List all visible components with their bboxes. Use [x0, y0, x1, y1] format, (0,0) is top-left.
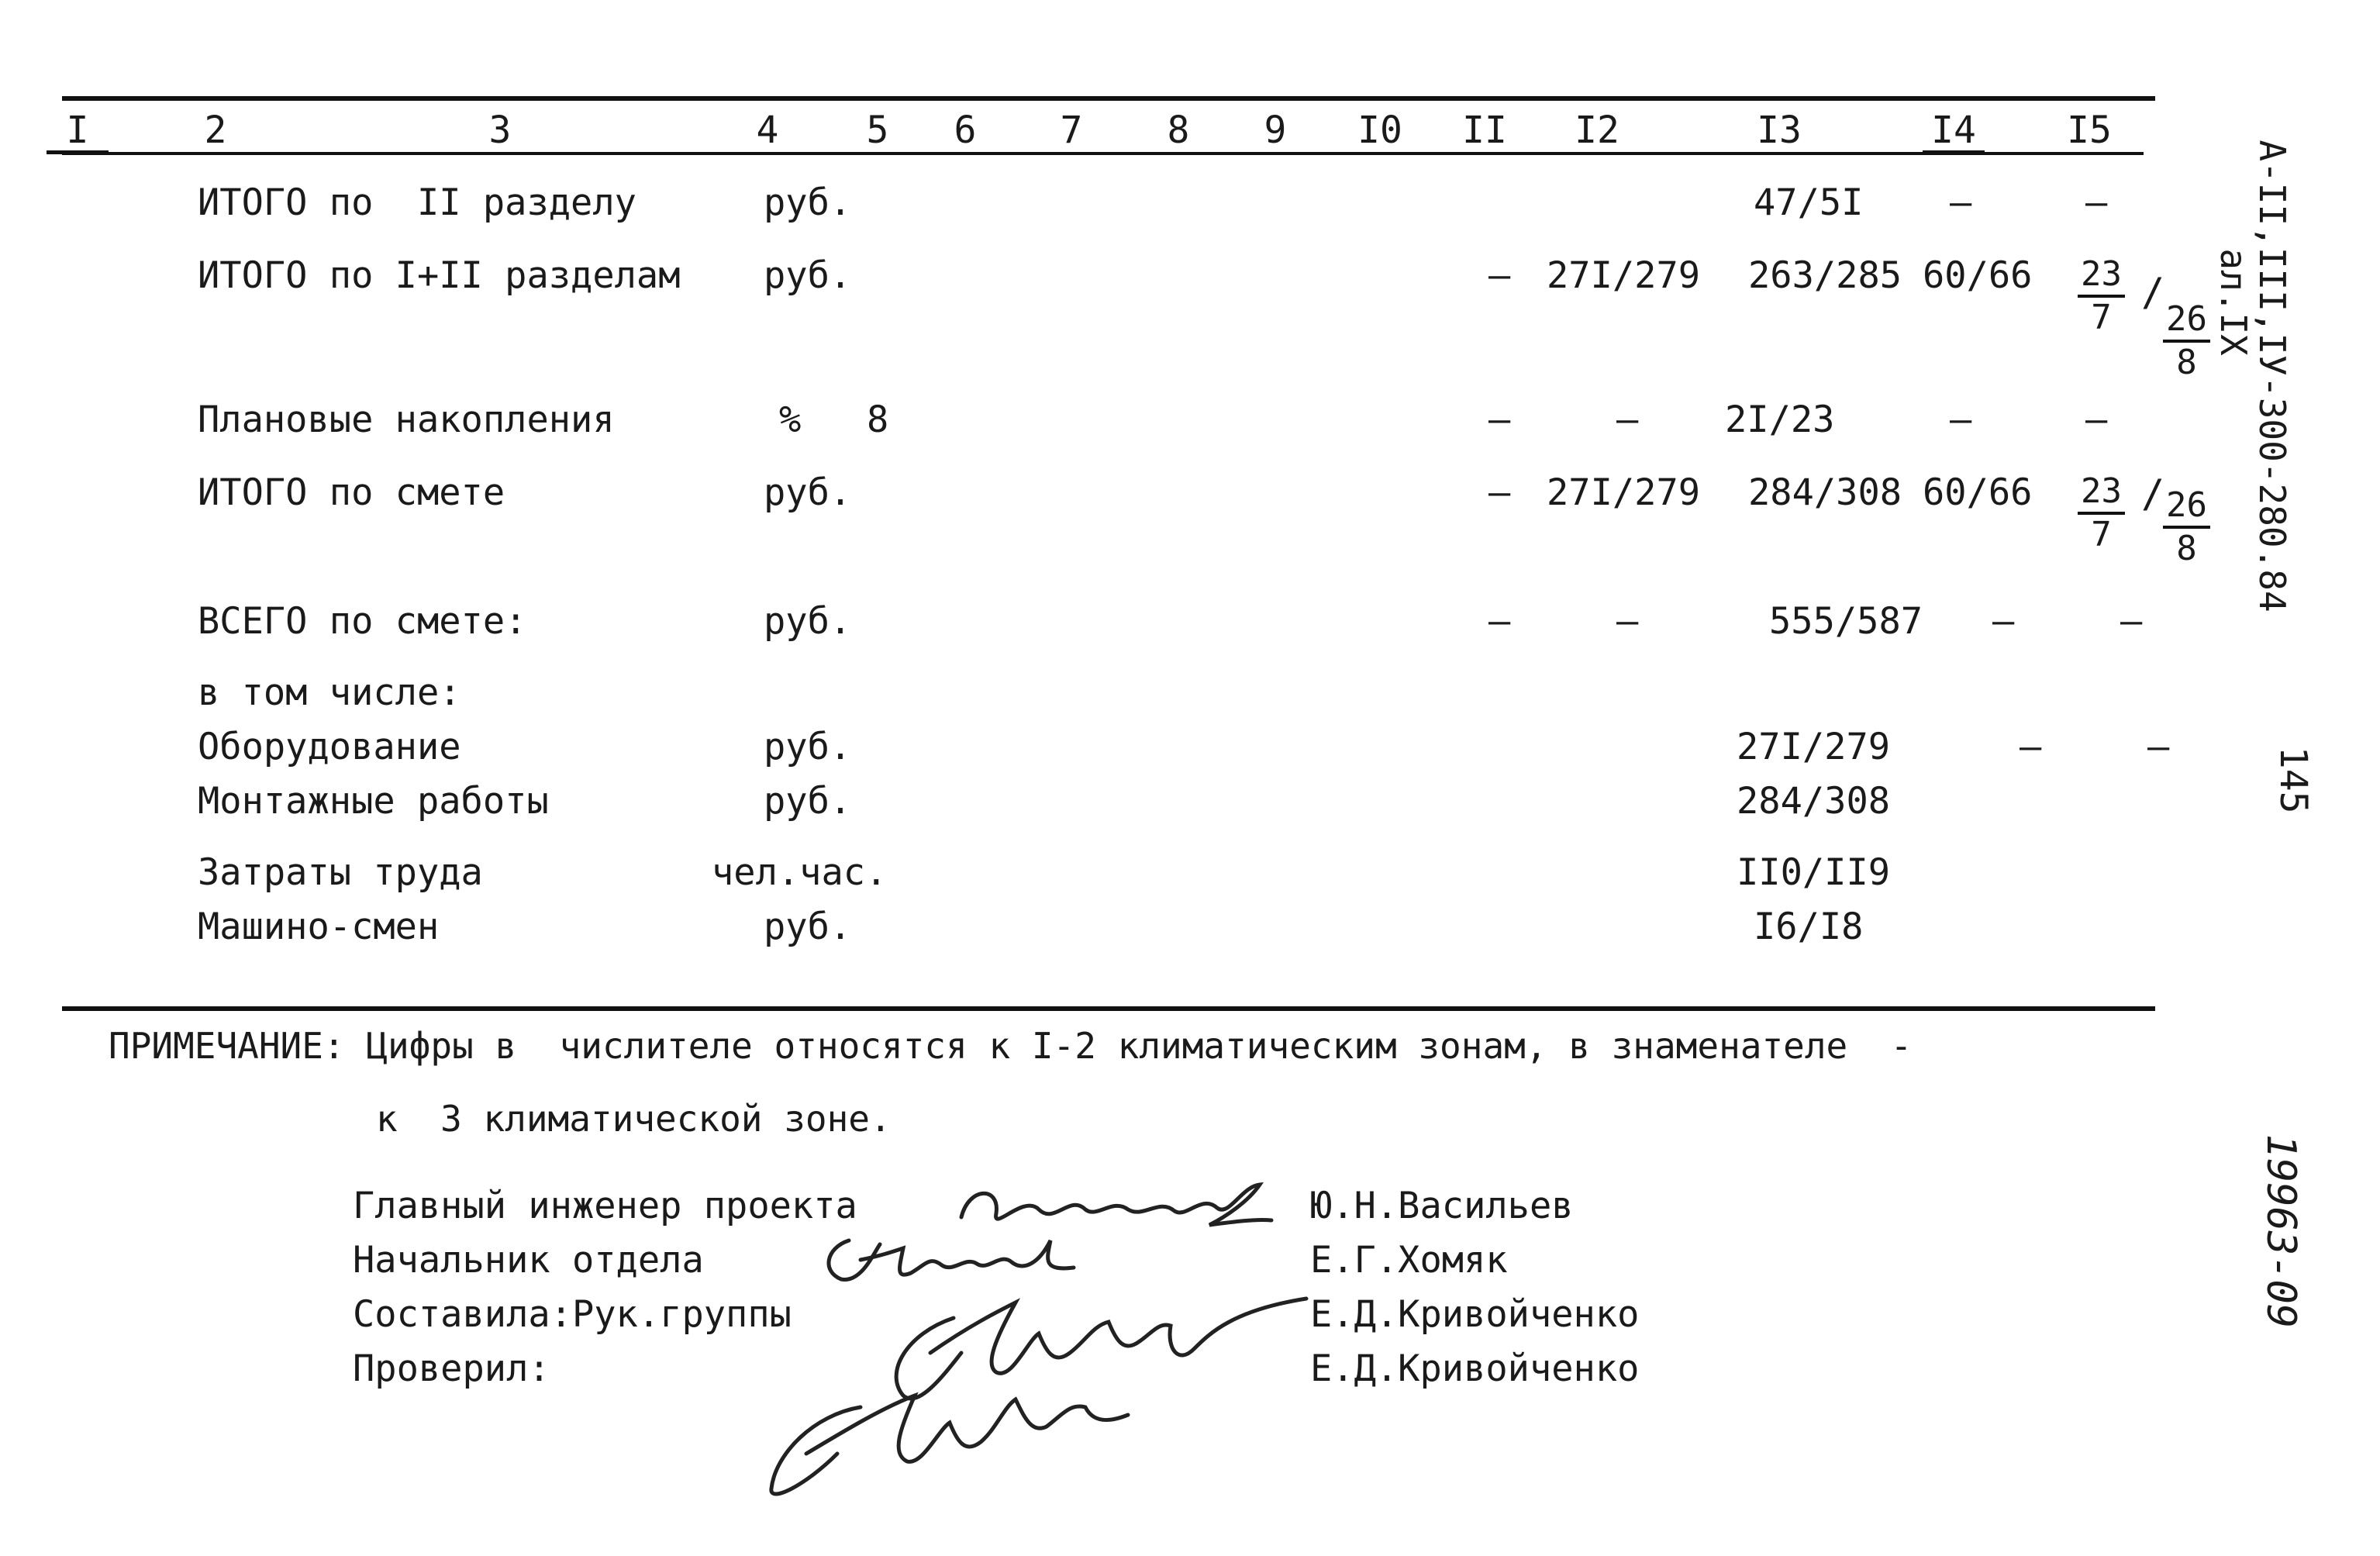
inventory-number-vertical: [2258, 1085, 2341, 1329]
row-label: ИТОГО по I+II разделам: [198, 254, 681, 297]
col-header-6: 6: [954, 109, 977, 152]
cell-col12: 27I/279: [1547, 254, 1701, 297]
cell-col14: 60/66: [1923, 254, 2033, 297]
signatory-role: Начальник отдела: [353, 1239, 704, 1282]
handwritten-signature-checker: [760, 1361, 1132, 1508]
cell-col11: –: [1488, 398, 1511, 441]
row-unit: руб.: [764, 254, 852, 297]
cell-col13: 284/308: [1737, 780, 1891, 823]
cell-col12: 27I/279: [1547, 471, 1701, 514]
cell-col15: –: [2085, 398, 2108, 441]
cell-col14: 60/66: [1923, 471, 2033, 514]
inventory-number: 19963-09: [2258, 1133, 2304, 1329]
row-unit: руб.: [764, 600, 852, 643]
cell-col14: –: [1992, 600, 2015, 643]
cell-col14: –: [1950, 181, 1972, 224]
fraction-denominator: 8: [2176, 343, 2197, 382]
fraction-separator: /: [2141, 471, 2165, 516]
col-header-13: I3: [1757, 109, 1802, 152]
signatory-role: Главный инженер проекта: [353, 1185, 857, 1227]
signatory-role: Составила:Рук.группы: [353, 1293, 792, 1336]
col-header-8: 8: [1167, 109, 1190, 152]
row-label: Плановые накопления: [198, 398, 615, 441]
col-header-5: 5: [866, 109, 889, 152]
row-unit: %: [779, 398, 802, 441]
row-unit: руб.: [764, 181, 852, 224]
cell-col11: –: [1488, 471, 1511, 514]
col-header-11: II: [1462, 109, 1507, 152]
fraction-numerator: 26: [2163, 302, 2210, 343]
table-bottom-rule: [62, 1006, 2155, 1011]
cell-col13: 27I/279: [1737, 726, 1891, 768]
col-header-2: 2: [204, 109, 227, 152]
row-label: Затраты труда: [198, 851, 483, 894]
row-unit: руб.: [764, 471, 852, 514]
col-header-12: I2: [1575, 109, 1619, 152]
col-header-3: 3: [488, 109, 512, 152]
fraction-separator: /: [2141, 270, 2165, 315]
row-label: ИТОГО по смете: [198, 471, 505, 514]
cell-col11: –: [1488, 254, 1511, 297]
header-bottom-rule: [62, 152, 2144, 155]
row-unit: руб.: [764, 726, 852, 768]
cell-col14: –: [2020, 726, 2042, 768]
cell-col15-fraction-b: [2163, 485, 2210, 568]
row-unit: чел.час.: [712, 851, 888, 894]
cell-col13: 47/5I: [1754, 181, 1864, 224]
row-label: ВСЕГО по смете:: [198, 600, 527, 643]
page-number-vertical: [2271, 702, 2349, 814]
cell-col12: –: [1616, 600, 1639, 643]
col-header-15: I5: [2067, 109, 2112, 152]
col-header-7: 7: [1060, 109, 1083, 152]
signatory-name: Ю.Н.Васильев: [1310, 1185, 1574, 1227]
signatory-name: Е.Д.Кривойченко: [1310, 1293, 1640, 1336]
fraction-denominator: 8: [2176, 529, 2197, 568]
cell-col13: I6/I8: [1754, 906, 1864, 948]
col-header-14: I4: [1923, 112, 1985, 154]
cell-col15-fraction-b: [2163, 299, 2210, 382]
fraction-denominator: 7: [2091, 298, 2112, 337]
note-line-1: ПРИМЕЧАНИЕ: Цифры в числителе относятся к I-2 климатическим зонам, в знаменателе -: [109, 1025, 1913, 1067]
row-label: ИТОГО по II разделу: [198, 181, 636, 224]
row-label: Оборудование: [198, 726, 461, 768]
cell-col13: II0/II9: [1737, 851, 1891, 894]
col-header-9: 9: [1264, 109, 1287, 152]
cell-col13: 2I/23: [1725, 398, 1835, 441]
table-top-rule: [62, 96, 2155, 101]
cell-col14: –: [1950, 398, 1972, 441]
cell-col15: –: [2120, 600, 2143, 643]
cell-col12: –: [1616, 398, 1639, 441]
document-code: А-II,III,IУ-300-280.84: [2251, 140, 2293, 612]
cell-col5: 8: [867, 398, 889, 441]
row-label: Машино-смен: [198, 906, 440, 948]
cell-col15-fraction-a: [2078, 471, 2125, 554]
cell-col13: 263/285: [1748, 254, 1902, 297]
signatory-name: Е.Г.Хомяк: [1310, 1239, 1508, 1282]
col-header-1: I: [47, 112, 109, 154]
fraction-numerator: 23: [2078, 257, 2125, 298]
col-header-10: I0: [1357, 109, 1402, 152]
cell-col15-fraction-a: [2078, 254, 2125, 337]
note-line-2: к 3 климатической зоне.: [376, 1098, 892, 1140]
cell-col15: –: [2147, 726, 2170, 768]
cell-col13: 284/308: [1748, 471, 1902, 514]
row-unit: руб.: [764, 906, 852, 948]
cell-col13: 555/587: [1769, 600, 1923, 643]
album-vertical: [2213, 205, 2287, 356]
fraction-numerator: 26: [2163, 488, 2210, 529]
row-label: Монтажные работы: [198, 780, 549, 823]
row-label: в том числе:: [198, 671, 461, 714]
fraction-numerator: 23: [2078, 474, 2125, 515]
page-number: 145: [2271, 746, 2315, 814]
cell-col11: –: [1488, 600, 1511, 643]
signatory-role: Проверил:: [353, 1347, 550, 1390]
col-header-4: 4: [756, 109, 779, 152]
album-label: ал.IX: [2213, 248, 2254, 356]
row-unit: руб.: [764, 780, 852, 823]
cell-col15: –: [2085, 181, 2108, 224]
fraction-denominator: 7: [2091, 515, 2112, 554]
signatory-name: Е.Д.Кривойченко: [1310, 1347, 1640, 1390]
